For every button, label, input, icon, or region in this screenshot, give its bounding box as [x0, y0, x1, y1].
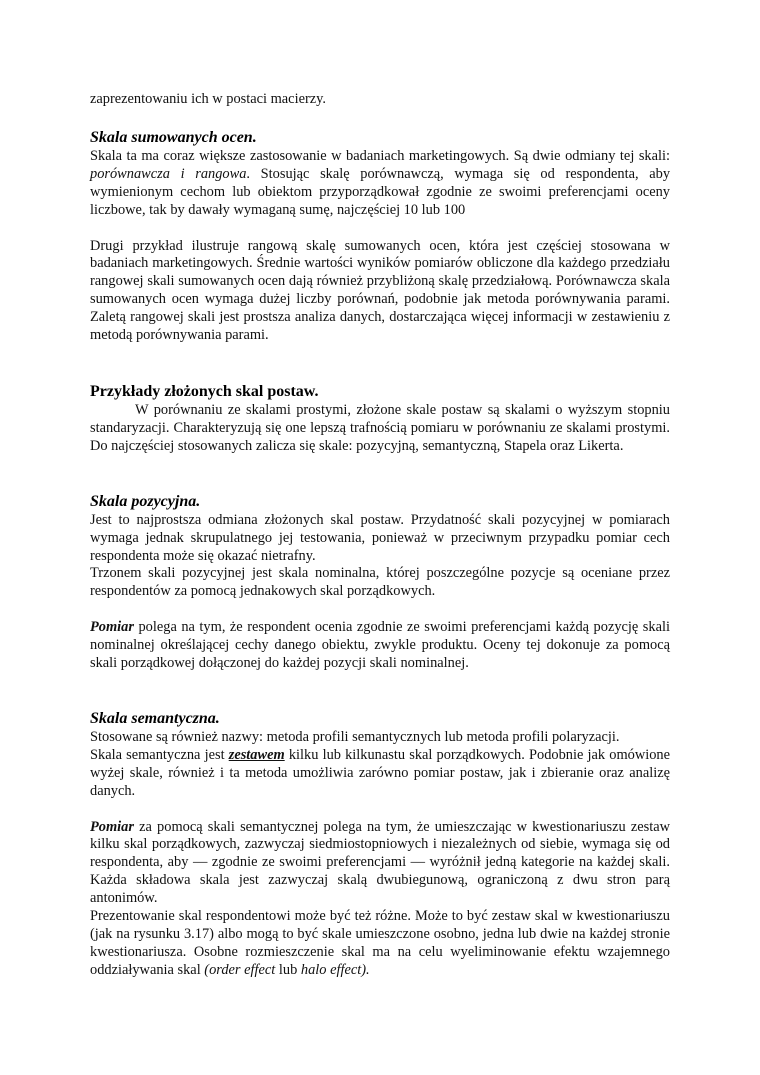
text-run: za pomocą skali semantycznej polega na tym, że umieszczając w kwestionariuszu zestaw kilku skal porządkowych, zazwyczaj siedmiostopniowych i niezależnych od siebie, wymaga się od respondenta, aby — zgodnie ze swoimi preferencjami — wyróżnił jedną kategorie na każdej skali. Każda składowa skala jest zazwyczaj skalą dwubiegunową, ograniczoną z dwu stron parą antonimów. [90, 818, 670, 907]
zestawem-emphasis: zestawem [228, 746, 285, 763]
text-run-italic: porównawcza i rangowa [90, 165, 247, 182]
text-run: lub [275, 961, 301, 978]
pomiar-label: Pomiar [90, 818, 134, 835]
text-run: kilku lub kilkunastu skal porządkowych. Podobnie jak omówione wyżej skale, również i ta metoda umożliwia zarówno pomiar postaw, jak i zbieranie oraz analizę danych. [90, 746, 670, 799]
paragraph-semantyczna-2 [90, 747, 670, 801]
paragraph-pozycyjna-1: Jest to najprostsza odmiana złożonych skal postaw. Przydatność skali pozycyjnej w pomiarach wymaga jednak skrupulatnego jej testowania, ponieważ w przeciwnym przypadku pomiar cech respondenta może się okazać nietrafny. [90, 511, 670, 564]
paragraph-zlozone-1: W porównaniu ze skalami prostymi, złożone skale postaw są skalami o wyższym stopniu standaryzacji. Charakteryzują się one lepszą trafnością pomiaru w porównaniu ze skalami prostymi. Do najczęściej stosowanych zalicza się skale: pozycyjną, semantyczną, Stapela oraz Likerta. [90, 401, 670, 454]
text-run: Prezentowanie skal respondentowi może być też różne. Może to być zestaw skal w kwestionariuszu (jak na rysunku 3.17) albo mogą to być skale umieszczone osobno, jedna lub dwie na każdej stronie kwestionariusza. Osobne rozmieszczenie skal ma na celu wyeliminowanie efektu wzajemnego oddziaływania skal [90, 908, 670, 978]
heading-skala-semantyczna: Skala semantyczna. [90, 709, 220, 727]
paragraph-sumowanych-2: Drugi przykład ilustruje rangową skalę sumowanych ocen, która jest częściej stosowana w badaniach marketingowych. Średnie wartości wyników pomiarów obliczone dla każdego przedziału rangowej skali sumowanych ocen dają również przybliżoną skalę przedziałową. Porównawcza skala sumowanych ocen wymaga dużej liczby porównań, podobnie jak metoda porównywania parami. Zaletą rangowej skali jest prostsza analiza danych, dostarczająca więcej informacji w zestawieniu z metodą porównywania parami. [90, 237, 670, 344]
text-run: polega na tym, że respondent ocenia zgodnie ze swoimi preferencjami każdą pozycję skali nominalnej określającej cechy danego obiektu, zwykle produktu. Oceny tej dokonuje za pomocą skali porządkowej dołączonej do każdej pozycji skali nominalnej. [90, 619, 670, 672]
text-run: Skala semantyczna jest [90, 746, 229, 763]
text-run: Skala ta ma coraz większe zastosowanie w badaniach marketingowych. Są dwie odmiany tej skali: [90, 147, 670, 164]
heading-skala-pozycyjna: Skala pozycyjna. [90, 492, 201, 510]
paragraph-semantyczna-pomiar [90, 819, 670, 909]
paragraph-pozycyjna-pomiar [90, 619, 670, 673]
pomiar-label: Pomiar [90, 619, 134, 636]
text-run-italic: halo effect). [300, 961, 370, 978]
intro-text: zaprezentowaniu ich w postaci macierzy. [90, 91, 326, 107]
text-run-italic: (order effect [204, 961, 276, 978]
paragraph-semantyczna-4 [90, 908, 670, 980]
heading-skala-sumowanych-ocen: Skala sumowanych ocen. [90, 128, 257, 146]
paragraph-sumowanych-1 [90, 148, 670, 220]
paragraph-semantyczna-1: Stosowane są również nazwy: metoda profili semantycznych lub metoda profili polaryzacji. [90, 728, 620, 745]
heading-zlozone-skale: Przykłady złożonych skal postaw. [90, 382, 319, 400]
document-page [90, 91, 670, 980]
text-run: . Stosując skalę porównawczą, wymaga się od respondenta, aby wymienionym cechom lub obiektom przyporządkował zgodnie ze swoimi preferencjami oceny liczbowe, tak by dawały wymaganą sumę, najczęściej 10 lub 100 [90, 165, 671, 218]
paragraph-pozycyjna-2: Trzonem skali pozycyjnej jest skala nominalna, której poszczególne pozycje są oceniane przez respondentów za pomocą jednakowych skal porządkowych. [90, 565, 670, 600]
